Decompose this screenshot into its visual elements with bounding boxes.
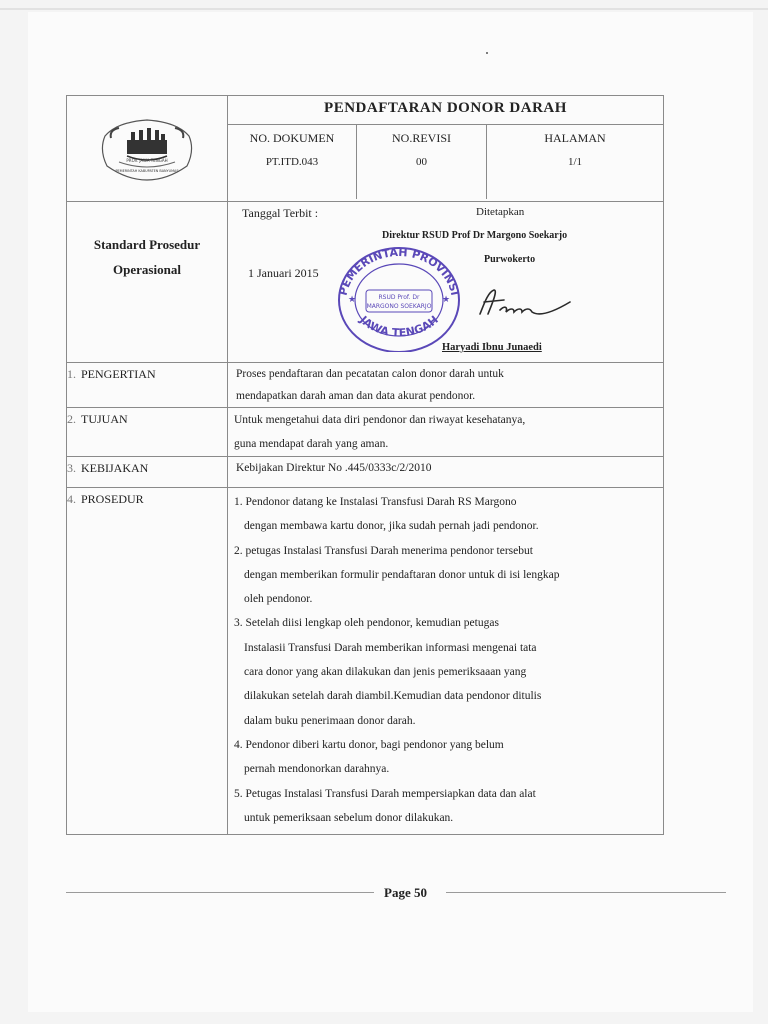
step-text: petugas Instalasi Transfusi Darah menerima pendonor tersebut xyxy=(245,544,533,557)
step-text: dengan membawa kartu donor, jika sudah pernah jadi pendonor. xyxy=(244,520,539,533)
section-title: TUJUAN xyxy=(81,412,128,426)
section-title: KEBIJAKAN xyxy=(81,461,149,475)
sop-title-line2: Operasional xyxy=(113,262,181,277)
revision-value: 00 xyxy=(416,156,427,168)
step-text: untuk pemeriksaan sebelum donor dilakukan. xyxy=(244,811,454,824)
star-left-icon: ★ xyxy=(348,294,357,304)
step-text: Pendonor diberi kartu donor, bagi pendonor yang belum xyxy=(245,738,504,751)
section-label-tujuan xyxy=(67,408,228,457)
sop-title-line1: Standard Prosedur xyxy=(93,237,201,252)
procedure-step xyxy=(234,490,657,539)
revision-col xyxy=(356,125,486,199)
section-title: PROSEDUR xyxy=(81,492,144,506)
step-number: 3. xyxy=(234,617,243,630)
procedure-steps xyxy=(228,488,664,835)
page-col xyxy=(486,125,663,199)
scan-edge xyxy=(0,8,768,10)
section-number: 3. xyxy=(67,461,76,475)
procedure-step xyxy=(234,733,657,782)
stamp-center-line2: MARGONO SOEKARJO xyxy=(366,303,432,310)
header-cell xyxy=(228,96,664,202)
section-label-prosedur xyxy=(67,488,228,835)
regional-emblem-icon xyxy=(97,110,197,190)
stamp-center-line1: RSUD Prof. Dr xyxy=(378,294,420,301)
doc-number-col xyxy=(228,125,356,199)
issue-date-label: Tanggal Terbit : xyxy=(242,206,319,220)
step-text: dilakukan setelah darah diambil.Kemudian data pendonor ditulis xyxy=(244,690,542,703)
signatory-name: Haryadi Ibnu Junaedi xyxy=(442,342,542,353)
procedure-step xyxy=(234,611,657,732)
procedure-step xyxy=(234,539,657,612)
text-line: Kebijakan Direktur No .445/0333c/2/2010 xyxy=(236,462,432,474)
sop-title xyxy=(67,202,227,282)
stamp-bottom-text: JAWA TENGAH xyxy=(357,313,441,340)
section-label-kebijakan xyxy=(67,457,228,488)
step-text: pernah mendonorkan darahnya. xyxy=(244,763,390,776)
emblem-text-top: PROV. JAWA TENGAH xyxy=(126,158,168,163)
issued-cell xyxy=(228,202,664,363)
section-body-pengertian xyxy=(228,363,664,408)
doc-number-label: NO. DOKUMEN xyxy=(249,131,335,145)
scan-speck xyxy=(486,52,488,54)
sop-table xyxy=(66,95,664,835)
footer-rule-left xyxy=(66,892,374,893)
director-title: Direktur RSUD Prof Dr Margono Soekarjo xyxy=(382,230,568,241)
step-text: Instalasii Transfusi Darah memberikan informasi mengenai tata xyxy=(244,641,537,654)
step-text: Petugas Instalasi Transfusi Darah mempersiapkan data dan alat xyxy=(245,787,536,800)
document-meta xyxy=(228,124,663,199)
text-line: Untuk mengetahui data diri pendonor dan riwayat kesehatanya, xyxy=(234,414,526,426)
page-footer: Page 50 xyxy=(384,885,427,900)
section-title: PENGERTIAN xyxy=(81,367,156,381)
step-number: 4. xyxy=(234,738,243,751)
approved-label: Ditetapkan xyxy=(476,206,525,218)
section-number: 1. xyxy=(67,367,76,381)
text-line: guna mendapat darah yang aman. xyxy=(234,438,389,450)
section-label-pengertian xyxy=(67,363,228,408)
page-value: 1/1 xyxy=(567,156,583,168)
footer-rule-right xyxy=(446,892,726,893)
step-text: oleh pendonor. xyxy=(244,593,313,606)
page-label: HALAMAN xyxy=(544,131,606,145)
document-title: PENDAFTARAN DONOR DARAH xyxy=(324,100,567,116)
step-text: cara donor yang akan dilakukan dan jenis pemeriksaaan yang xyxy=(244,666,527,679)
text-line: mendapatkan darah aman dan data akurat pendonor. xyxy=(236,390,476,402)
handwritten-signature xyxy=(474,284,574,324)
logo-cell xyxy=(67,96,228,202)
sop-title-cell xyxy=(67,202,228,363)
section-number: 4. xyxy=(67,492,76,506)
procedure-step xyxy=(234,782,657,831)
step-number: 2. xyxy=(234,544,243,557)
step-text: dalam buku penerimaan donor darah. xyxy=(244,714,416,727)
section-number: 2. xyxy=(67,412,76,426)
star-right-icon: ★ xyxy=(442,294,451,304)
stamp-top-text: PEMERINTAH PROVINSI xyxy=(336,245,462,297)
revision-label: NO.REVISI xyxy=(392,131,451,145)
doc-number-value: PT.ITD.043 xyxy=(265,156,319,168)
city-name: Purwokerto xyxy=(484,254,536,265)
emblem-text-bottom: PEMERINTAH KABUPATEN BANYUMAS xyxy=(115,169,179,173)
issue-date-value: 1 Januari 2015 xyxy=(248,266,319,280)
step-number: 5. xyxy=(234,787,243,800)
section-body-kebijakan xyxy=(228,457,664,488)
section-body-tujuan xyxy=(228,408,664,457)
step-number: 1. xyxy=(234,496,243,508)
step-text: Setelah diisi lengkap oleh pendonor, kemudian petugas xyxy=(245,617,499,630)
text-line: Proses pendaftaran dan pecatatan calon donor darah untuk xyxy=(236,368,504,380)
step-text: dengan memberikan formulir pendaftaran donor untuk di isi lengkap xyxy=(244,568,560,581)
official-stamp xyxy=(324,240,474,352)
step-text: Pendonor datang ke Instalasi Transfusi Darah RS Margono xyxy=(245,496,517,508)
